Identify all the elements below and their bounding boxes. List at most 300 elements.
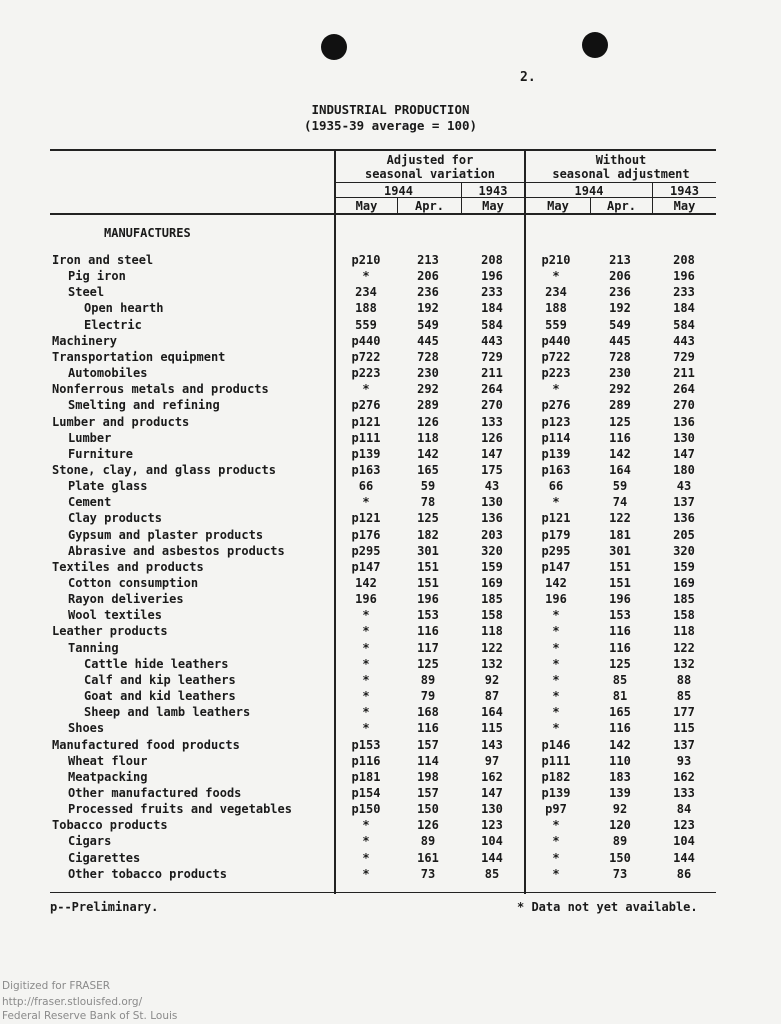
table-cell: 236: [417, 285, 439, 300]
table-row: [0, 462, 781, 478]
table-cell: p116: [351, 753, 381, 768]
table-cell: 132: [673, 656, 695, 671]
table-cell: 158: [481, 608, 503, 623]
table-cell: 151: [417, 559, 439, 574]
table-cell: 196: [673, 269, 695, 284]
table-cell: p123: [541, 414, 571, 429]
table-cell: 320: [673, 543, 695, 558]
table-cell: *: [552, 495, 560, 510]
table-cell: 89: [420, 672, 436, 687]
row-label: Manufactured food products: [52, 737, 240, 752]
row-label: Nonferrous metals and products: [52, 382, 269, 397]
table-cell: p223: [351, 366, 381, 381]
table-cell: 85: [484, 866, 500, 881]
row-label: Other manufactured foods: [68, 785, 242, 800]
table-cell: 126: [417, 414, 439, 429]
row-label: Cement: [68, 495, 112, 510]
month-header: May: [355, 199, 378, 213]
table-cell: 139: [609, 785, 631, 800]
table-cell: 301: [609, 543, 631, 558]
table-cell: p121: [351, 511, 381, 526]
row-label: Shoes: [68, 721, 105, 736]
month-header: May: [673, 199, 696, 213]
table-cell: 142: [417, 446, 439, 461]
table-row: [0, 591, 781, 607]
table-cell: 153: [417, 608, 439, 623]
table-cell: 126: [481, 430, 503, 445]
table-cell: 206: [417, 269, 439, 284]
table-cell: p111: [351, 430, 381, 445]
table-cell: p722: [541, 349, 571, 364]
table-cell: 133: [481, 414, 503, 429]
table-row: [0, 672, 781, 688]
table-cell: 43: [676, 479, 692, 494]
row-label: Wool textiles: [68, 608, 162, 623]
table-cell: 264: [481, 382, 503, 397]
table-cell: 270: [481, 398, 503, 413]
table-cell: 59: [420, 479, 436, 494]
table-cell: 118: [673, 624, 695, 639]
table-row: [0, 494, 781, 510]
table-cell: 116: [417, 624, 439, 639]
page-subtitle: (1935-39 average = 100): [303, 118, 478, 133]
table-cell: 116: [609, 430, 631, 445]
row-label: Cattle hide leathers: [84, 656, 229, 671]
row-label: Meatpacking: [68, 769, 148, 784]
row-label: Calf and kip leathers: [84, 672, 236, 687]
table-cell: 184: [481, 301, 503, 316]
month-header: May: [482, 199, 504, 213]
table-cell: p179: [541, 527, 571, 542]
table-cell: *: [552, 721, 560, 736]
table-cell: 196: [417, 592, 439, 607]
table-cell: 198: [417, 769, 439, 784]
table-cell: 177: [673, 705, 695, 720]
table-cell: 289: [417, 398, 439, 413]
table-cell: 143: [481, 737, 503, 752]
table-cell: 164: [481, 705, 503, 720]
table-cell: *: [552, 818, 560, 833]
row-label: Wheat flour: [68, 753, 148, 768]
table-row: [0, 559, 781, 575]
table-cell: 126: [417, 818, 439, 833]
table-cell: 292: [417, 382, 439, 397]
table-row: [0, 349, 781, 365]
year-header: 1943: [478, 184, 508, 198]
table-row: [0, 753, 781, 769]
table-cell: *: [362, 495, 370, 510]
table-row: [0, 737, 781, 753]
row-label: Smelting and refining: [68, 398, 220, 413]
table-cell: 165: [417, 462, 439, 477]
table-cell: 230: [417, 366, 439, 381]
table-cell: 118: [481, 624, 503, 639]
table-cell: 159: [481, 559, 503, 574]
table-cell: 104: [673, 834, 695, 849]
table-cell: 116: [417, 721, 439, 736]
table-cell: p440: [541, 333, 571, 348]
group-header-line1: Without: [595, 153, 647, 167]
row-label: Textiles and products: [52, 559, 204, 574]
table-cell: 97: [484, 753, 500, 768]
table-row: [0, 333, 781, 349]
row-label: Cigars: [68, 834, 112, 849]
table-cell: *: [362, 689, 370, 704]
table-cell: *: [552, 672, 560, 687]
row-label: Steel: [68, 285, 105, 300]
watermark-line1: Digitized for FRASER: [2, 980, 111, 992]
row-label: Stone, clay, and glass products: [52, 462, 276, 477]
table-cell: 136: [673, 511, 695, 526]
page-title: INDUSTRIAL PRODUCTION: [311, 102, 470, 117]
section-heading: MANUFACTURES: [104, 226, 191, 240]
table-cell: 114: [417, 753, 439, 768]
table-cell: 151: [609, 559, 631, 574]
header-bottom-rule: [50, 213, 716, 215]
table-cell: 208: [481, 253, 503, 267]
table-cell: 125: [609, 656, 631, 671]
table-cell: 116: [609, 640, 631, 655]
row-label: Processed fruits and vegetables: [68, 802, 292, 817]
table-cell: p111: [541, 753, 571, 768]
table-cell: 289: [609, 398, 631, 413]
table-cell: *: [552, 656, 560, 671]
row-label: Goat and kid leathers: [84, 689, 236, 704]
table-row: [0, 607, 781, 623]
table-cell: 89: [612, 834, 628, 849]
row-label: Furniture: [68, 446, 134, 461]
table-cell: p150: [351, 802, 381, 817]
group-header-line2: seasonal variation: [364, 167, 496, 181]
table-cell: 115: [673, 721, 695, 736]
table-cell: 196: [609, 592, 631, 607]
table-cell: 584: [673, 317, 695, 332]
table-cell: 196: [545, 592, 567, 607]
row-label: Iron and steel: [52, 253, 154, 267]
table-cell: 157: [417, 785, 439, 800]
table-cell: p223: [541, 366, 571, 381]
table-cell: 183: [609, 769, 631, 784]
table-cell: *: [552, 269, 560, 284]
table-cell: 559: [355, 317, 377, 332]
table-cell: 559: [545, 317, 567, 332]
table-bottom-rule: [50, 892, 716, 893]
table-cell: 115: [481, 721, 503, 736]
table-cell: p139: [351, 446, 381, 461]
table-cell: 196: [355, 592, 377, 607]
table-row: [0, 785, 781, 801]
table-cell: 188: [355, 301, 377, 316]
table-row: [0, 446, 781, 462]
table-row: [0, 510, 781, 526]
table-cell: p182: [541, 769, 571, 784]
table-cell: 144: [673, 850, 695, 865]
table-row: [0, 656, 781, 672]
year-header: 1943: [670, 184, 699, 198]
table-row: [0, 268, 781, 284]
table-cell: p139: [541, 446, 571, 461]
table-cell: *: [362, 721, 370, 736]
table-cell: p722: [351, 349, 381, 364]
table-row: [0, 478, 781, 494]
watermark-line3: Federal Reserve Bank of St. Louis: [2, 1010, 178, 1022]
row-label: Sheep and lamb leathers: [84, 705, 251, 720]
table-cell: 144: [481, 850, 503, 865]
table-cell: p146: [541, 737, 571, 752]
table-cell: 188: [545, 301, 567, 316]
table-row: [0, 284, 781, 300]
table-cell: *: [362, 640, 370, 655]
table-cell: *: [362, 705, 370, 720]
table-cell: 137: [673, 495, 695, 510]
row-label: Cigarettes: [68, 850, 141, 865]
table-cell: *: [362, 834, 370, 849]
table-cell: 230: [609, 366, 631, 381]
table-cell: p114: [541, 430, 571, 445]
table-cell: 123: [673, 818, 695, 833]
table-cell: 213: [417, 253, 439, 267]
month-header: May: [547, 199, 569, 213]
row-label: Machinery: [52, 333, 118, 348]
table-cell: 192: [609, 301, 631, 316]
table-cell: p276: [541, 398, 571, 413]
table-cell: p295: [541, 543, 571, 558]
table-cell: 445: [417, 333, 439, 348]
table-row: [0, 397, 781, 413]
table-cell: 122: [609, 511, 631, 526]
footnote-not-available: * Data not yet available.: [517, 900, 698, 914]
table-cell: 270: [673, 398, 695, 413]
group-header-rule-left: [336, 182, 524, 183]
punch-hole-right: [582, 32, 608, 58]
table-cell: *: [362, 608, 370, 623]
table-cell: 73: [420, 866, 436, 881]
table-top-rule: [50, 149, 716, 151]
row-label: Open hearth: [84, 301, 164, 316]
table-cell: *: [552, 705, 560, 720]
table-cell: 66: [358, 479, 374, 494]
row-label: Automobiles: [68, 366, 148, 381]
table-row: [0, 414, 781, 430]
table-cell: p276: [351, 398, 381, 413]
table-cell: 192: [417, 301, 439, 316]
table-cell: 125: [609, 414, 631, 429]
table-cell: 168: [417, 705, 439, 720]
table-cell: 211: [481, 366, 503, 381]
table-row: [0, 704, 781, 720]
table-cell: 161: [417, 850, 439, 865]
table-cell: 157: [417, 737, 439, 752]
table-cell: 150: [417, 802, 439, 817]
table-cell: 181: [609, 527, 631, 542]
table-cell: 185: [481, 592, 503, 607]
table-cell: 79: [420, 689, 436, 704]
punch-hole-left: [321, 34, 347, 60]
table-cell: 234: [545, 285, 567, 300]
table-cell: 142: [545, 576, 567, 590]
table-cell: 549: [609, 317, 631, 332]
table-cell: 142: [609, 446, 631, 461]
table-cell: *: [362, 269, 370, 284]
table-cell: 301: [417, 543, 439, 558]
table-cell: 206: [609, 269, 631, 284]
table-cell: p154: [351, 785, 381, 800]
table-cell: p210: [351, 253, 381, 267]
table-row: [0, 833, 781, 849]
table-row: [0, 866, 781, 882]
table-cell: 729: [673, 349, 695, 364]
table-row: [0, 365, 781, 381]
table-cell: 264: [673, 382, 695, 397]
table-cell: 116: [609, 721, 631, 736]
table-cell: 125: [417, 511, 439, 526]
table-cell: 150: [609, 850, 631, 865]
table-cell: 88: [676, 672, 692, 687]
table-cell: 93: [676, 753, 692, 768]
table-cell: *: [552, 689, 560, 704]
table-cell: p147: [351, 559, 381, 574]
table-cell: p121: [351, 414, 381, 429]
table-cell: 443: [673, 333, 695, 348]
row-label: Lumber: [68, 430, 112, 445]
month-header: Apr.: [607, 199, 636, 213]
table-cell: 151: [417, 576, 439, 590]
month-header: Apr.: [415, 199, 444, 213]
table-cell: 130: [481, 802, 503, 817]
table-cell: *: [552, 608, 560, 623]
table-cell: 74: [612, 495, 628, 510]
table-cell: *: [362, 818, 370, 833]
table-cell: 92: [612, 802, 628, 817]
table-cell: p97: [545, 802, 567, 817]
table-cell: 175: [481, 462, 503, 477]
group-header-rule-right: [526, 182, 716, 183]
table-cell: 292: [609, 382, 631, 397]
table-row: [0, 527, 781, 543]
table-cell: 158: [673, 608, 695, 623]
table-cell: 728: [417, 349, 439, 364]
table-cell: *: [552, 640, 560, 655]
footnote-preliminary: p--Preliminary.: [50, 900, 159, 914]
table-cell: 84: [676, 802, 692, 817]
table-cell: 234: [355, 285, 377, 300]
table-cell: 120: [609, 818, 631, 833]
table-cell: 104: [481, 834, 503, 849]
table-row: [0, 817, 781, 833]
table-cell: 211: [673, 366, 695, 381]
table-cell: 153: [609, 608, 631, 623]
table-cell: 117: [417, 640, 439, 655]
table-cell: 137: [673, 737, 695, 752]
table-row: [0, 430, 781, 446]
table-cell: 43: [484, 479, 500, 494]
row-label: Gypsum and plaster products: [68, 527, 264, 542]
table-cell: 205: [673, 527, 695, 542]
table-cell: p163: [541, 462, 571, 477]
table-cell: 122: [673, 640, 695, 655]
table-cell: 125: [417, 656, 439, 671]
row-label: Transportation equipment: [52, 349, 226, 364]
table-cell: *: [552, 624, 560, 639]
table-cell: 78: [420, 495, 436, 510]
table-cell: 162: [673, 769, 695, 784]
table-cell: 185: [673, 592, 695, 607]
table-row: [0, 252, 781, 268]
table-cell: *: [552, 834, 560, 849]
table-cell: 142: [609, 737, 631, 752]
table-cell: *: [362, 850, 370, 865]
table-cell: 110: [609, 753, 631, 768]
table-row: [0, 543, 781, 559]
table-row: [0, 720, 781, 736]
table-cell: 142: [355, 576, 377, 590]
table-cell: 92: [484, 672, 500, 687]
watermark-line2: http://fraser.stlouisfed.org/: [2, 996, 143, 1008]
table-cell: 130: [481, 495, 503, 510]
table-cell: p153: [351, 737, 381, 752]
table-cell: 66: [548, 479, 564, 494]
table-cell: 122: [481, 640, 503, 655]
table-cell: 123: [481, 818, 503, 833]
table-cell: 549: [417, 317, 439, 332]
table-row: [0, 575, 781, 591]
row-label: Abrasive and asbestos products: [68, 543, 285, 558]
table-row: [0, 317, 781, 333]
table-cell: 169: [481, 576, 503, 590]
table-cell: 136: [481, 511, 503, 526]
table-cell: p147: [541, 559, 571, 574]
table-cell: *: [362, 866, 370, 881]
table-cell: *: [552, 866, 560, 881]
year-header: 1944: [574, 184, 604, 198]
table-cell: 184: [673, 301, 695, 316]
table-cell: p440: [351, 333, 381, 348]
table-row: [0, 769, 781, 785]
table-cell: *: [552, 382, 560, 397]
table-cell: p210: [541, 253, 571, 267]
table-row: [0, 623, 781, 639]
year-header: 1944: [384, 184, 413, 198]
table-cell: 89: [420, 834, 436, 849]
table-cell: 728: [609, 349, 631, 364]
table-cell: 180: [673, 462, 695, 477]
group-header-line2: seasonal adjustment: [552, 167, 690, 181]
table-cell: *: [362, 382, 370, 397]
table-cell: 213: [609, 253, 631, 267]
table-cell: 233: [481, 285, 503, 300]
table-cell: 73: [612, 866, 628, 881]
table-cell: *: [362, 656, 370, 671]
group-header-adjusted: [336, 153, 524, 181]
table-cell: *: [552, 850, 560, 865]
table-cell: 147: [481, 446, 503, 461]
group-header-line1: Adjusted for: [386, 153, 474, 167]
table-cell: 136: [673, 414, 695, 429]
table-cell: 116: [609, 624, 631, 639]
row-label: Rayon deliveries: [68, 592, 184, 607]
table-row: [0, 850, 781, 866]
row-label: Plate glass: [68, 479, 148, 494]
table-cell: 236: [609, 285, 631, 300]
table-cell: p139: [541, 785, 571, 800]
table-cell: *: [362, 624, 370, 639]
table-cell: 85: [676, 689, 692, 704]
table-cell: 320: [481, 543, 503, 558]
table-cell: 208: [673, 253, 695, 267]
row-label: Clay products: [68, 511, 162, 526]
table-cell: 85: [612, 672, 628, 687]
table-row: [0, 801, 781, 817]
